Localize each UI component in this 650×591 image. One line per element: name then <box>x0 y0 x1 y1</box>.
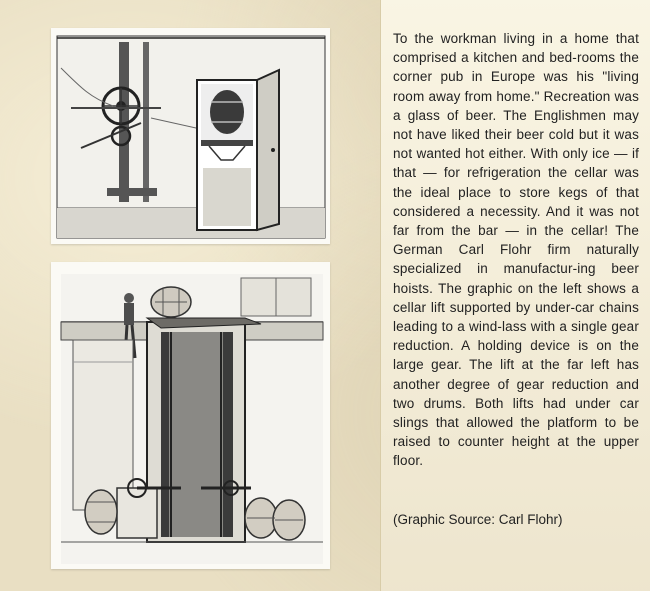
cellar-lift-engraving-top <box>51 28 330 244</box>
caption-source: (Graphic Source: Carl Flohr) <box>393 512 563 527</box>
caption-body: To the workman living in a home that comprised a kitchen and bed-rooms the corner pub in Europe was his "living room away from home." Recreation was a glass of beer. The Englishmen may not have liked their beer cold but it was not wanted hot either. With only ice — if that — for refrigeration the cellar was the ideal place to store kegs of that considered a necessity. And it was not far from the bar — in the cellar! The German Carl Flohr firm naturally specialized in manufactur-ing beer hoists. The graphic on the left shows a cellar lift supported by under-car chains leading to a wind-lass with a single gear reduction. A holding device is on the large gear. The lift at the far left has another degree of gear reduction and two drums. Both lifts had under car slings that allowed the platform to be raised to counter height at the upper floor. <box>393 31 639 469</box>
caption-panel <box>380 0 650 591</box>
cellar-lift-engraving-bottom <box>51 262 330 569</box>
cellar-hoist-illustration <box>51 262 330 569</box>
winch-and-lift-illustration <box>51 28 330 244</box>
